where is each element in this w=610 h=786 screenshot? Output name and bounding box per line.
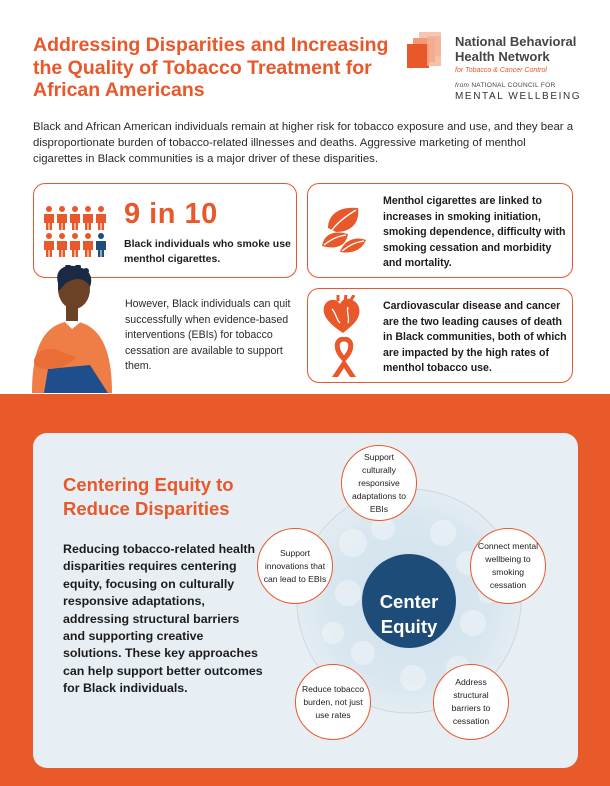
logo-mark-icon xyxy=(405,32,455,74)
person-figure-icon xyxy=(57,206,67,230)
menthol-card xyxy=(307,183,573,278)
ribbon-icon xyxy=(326,337,362,379)
person-illustration-icon xyxy=(30,265,112,393)
center-equity-label: Center Equity xyxy=(379,591,439,637)
person-figure-icon xyxy=(70,206,80,230)
equity-panel xyxy=(33,433,578,768)
logo-name: National Behavioral Health Network xyxy=(455,34,577,64)
logo-subtitle: for Tobacco & Cancer Control xyxy=(455,67,547,74)
node-reduce-burden: Reduce tobacco burden, not just use rates xyxy=(295,664,371,740)
logo-from: from NATIONAL COUNCIL FOR xyxy=(455,82,556,89)
person-figure-icon xyxy=(44,233,54,257)
people-icon xyxy=(42,204,108,258)
page-title: Addressing Disparities and Increasing the Quality of Tobacco Treatment for African Americans xyxy=(33,34,389,101)
equity-body: Reducing tobacco-related health disparities requires centering equity, focusing on culturally responsive adaptations, addressing structural barriers and supporting creative solutions. These key approaches can help support better outcomes for Black individuals. xyxy=(63,542,263,696)
person-figure-icon xyxy=(83,233,93,257)
person-figure-icon xyxy=(44,206,54,230)
person-figure-icon xyxy=(96,206,106,230)
node-connect-mental-wellbeing: Connect mental wellbeing to smoking cessation xyxy=(470,528,546,604)
node-support-adaptations: Support culturally responsive adaptations to EBIs xyxy=(341,445,417,521)
stat-number: 9 in 10 xyxy=(124,198,218,230)
stat-description: Black individuals who smoke use menthol cigarettes. xyxy=(124,238,291,265)
heart-icon xyxy=(318,295,368,335)
menthol-text: Menthol cigarettes are linked to increases in smoking initiation, smoking dependence, difficulty with smoking cessation and morbidity and mortality. xyxy=(383,195,566,269)
stat-card xyxy=(33,183,297,278)
equity-title: Centering Equity to Reduce Disparities xyxy=(63,474,234,519)
cardio-text: Cardiovascular disease and cancer are the two leading causes of death in Black communities, both of which are impacted by the high rates of menthol tobacco use. xyxy=(383,300,567,374)
node-address-barriers: Address structural barriers to cessation xyxy=(433,664,509,740)
person-figure-icon xyxy=(83,206,93,230)
person-figure-icon xyxy=(96,233,106,257)
leaf-icon xyxy=(318,200,368,260)
cardio-card xyxy=(307,288,573,383)
node-support-innovations: Support innovations that can lead to EBIs xyxy=(257,528,333,604)
logo-wellbeing: MENTAL WELLBEING xyxy=(455,91,582,102)
person-figure-icon xyxy=(70,233,80,257)
intro-paragraph: Black and African American individuals remain at higher risk for tobacco exposure and use, and they bear a disproportionate burden of tobacco-related illnesses and deaths. Aggressive marketing of menthol cigarettes in Black communities is a major driver of these disparities. xyxy=(33,121,574,165)
person-figure-icon xyxy=(57,233,67,257)
quit-paragraph: However, Black individuals can quit successfully when evidence-based interventions (EBIs) for tobacco cessation are available to support them. xyxy=(125,298,291,372)
logo xyxy=(405,30,595,105)
